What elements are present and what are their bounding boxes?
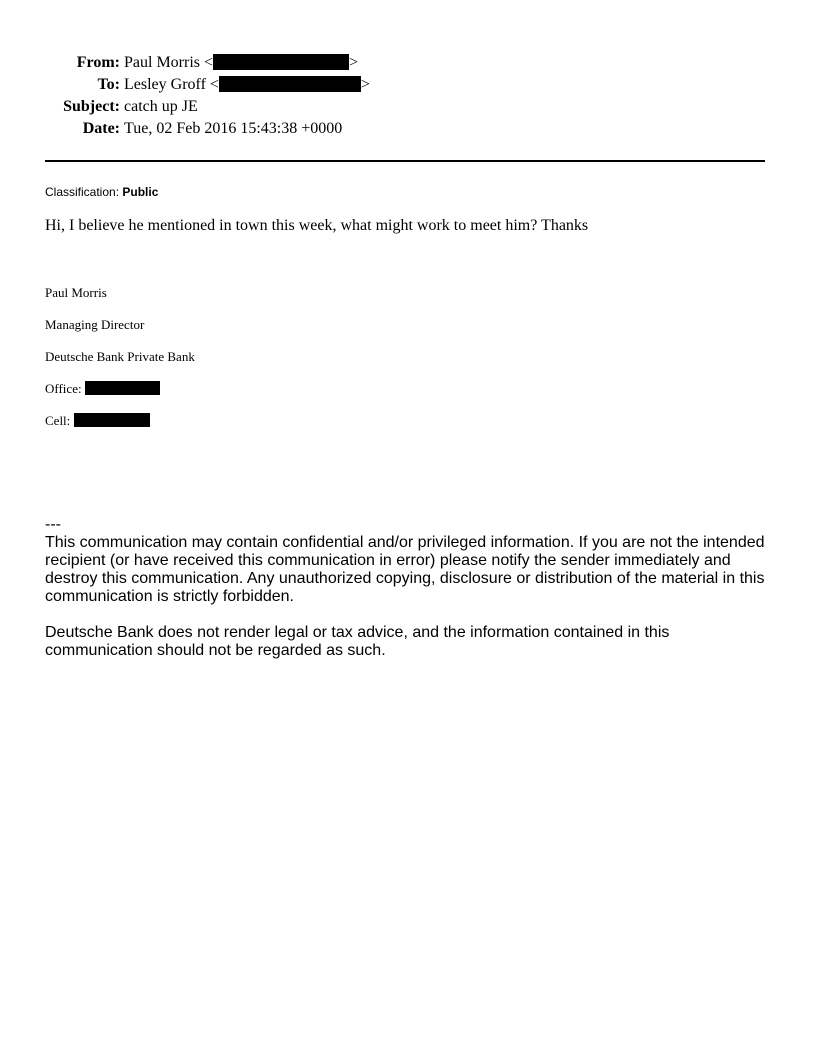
signature-title: Managing Director	[45, 317, 145, 332]
message-body: Hi, I believe he mentioned in town this week, what might work to meet him? Thanks	[45, 217, 589, 234]
from-value	[124, 52, 358, 74]
redacted-email	[219, 76, 361, 92]
subject-value: catch up JE	[124, 98, 198, 115]
classification-value: Public	[122, 185, 159, 199]
disclaimer-paragraph-2: Deutsche Bank does not render legal or tax advice, and the information contained in this communication should not be regarded as such.	[45, 624, 670, 659]
disclaimer-separator: ---	[45, 516, 61, 533]
from-end: >	[349, 54, 359, 71]
date-label: Date:	[82, 120, 120, 137]
to-label: To:	[97, 76, 120, 93]
signature-cell	[45, 413, 150, 429]
signature-office	[45, 381, 160, 397]
from-row	[0, 52, 816, 74]
signature-company: Deutsche Bank Private Bank	[45, 349, 195, 364]
signature-name: Paul Morris	[45, 285, 107, 300]
cell-label: Cell:	[45, 413, 74, 428]
redacted-office-number	[85, 381, 160, 395]
to-name: Lesley Groff <	[124, 76, 219, 93]
subject-label: Subject:	[63, 98, 120, 115]
subject-row	[0, 96, 816, 118]
date-row	[0, 118, 816, 140]
from-name: Paul Morris <	[124, 54, 214, 71]
to-end: >	[360, 76, 370, 93]
to-value	[124, 74, 370, 96]
classification-label: Classification:	[45, 185, 123, 199]
header-divider	[45, 160, 765, 162]
classification-line	[45, 184, 158, 200]
office-label: Office:	[45, 381, 85, 396]
disclaimer	[45, 516, 770, 660]
from-label: From:	[76, 54, 120, 71]
disclaimer-paragraph-1: This communication may contain confidential and/or privileged information. If you are not the intended recipient (or have received this communication in error) please notify the sender immediately and destroy this communication. Any unauthorized copying, disclosure or distribution of the material in this communication is strictly forbidden.	[45, 534, 765, 605]
date-value: Tue, 02 Feb 2016 15:43:38 +0000	[124, 120, 343, 137]
to-row	[0, 74, 816, 96]
redacted-cell-number	[74, 413, 150, 427]
email-header	[0, 52, 816, 140]
redacted-email	[213, 54, 349, 70]
